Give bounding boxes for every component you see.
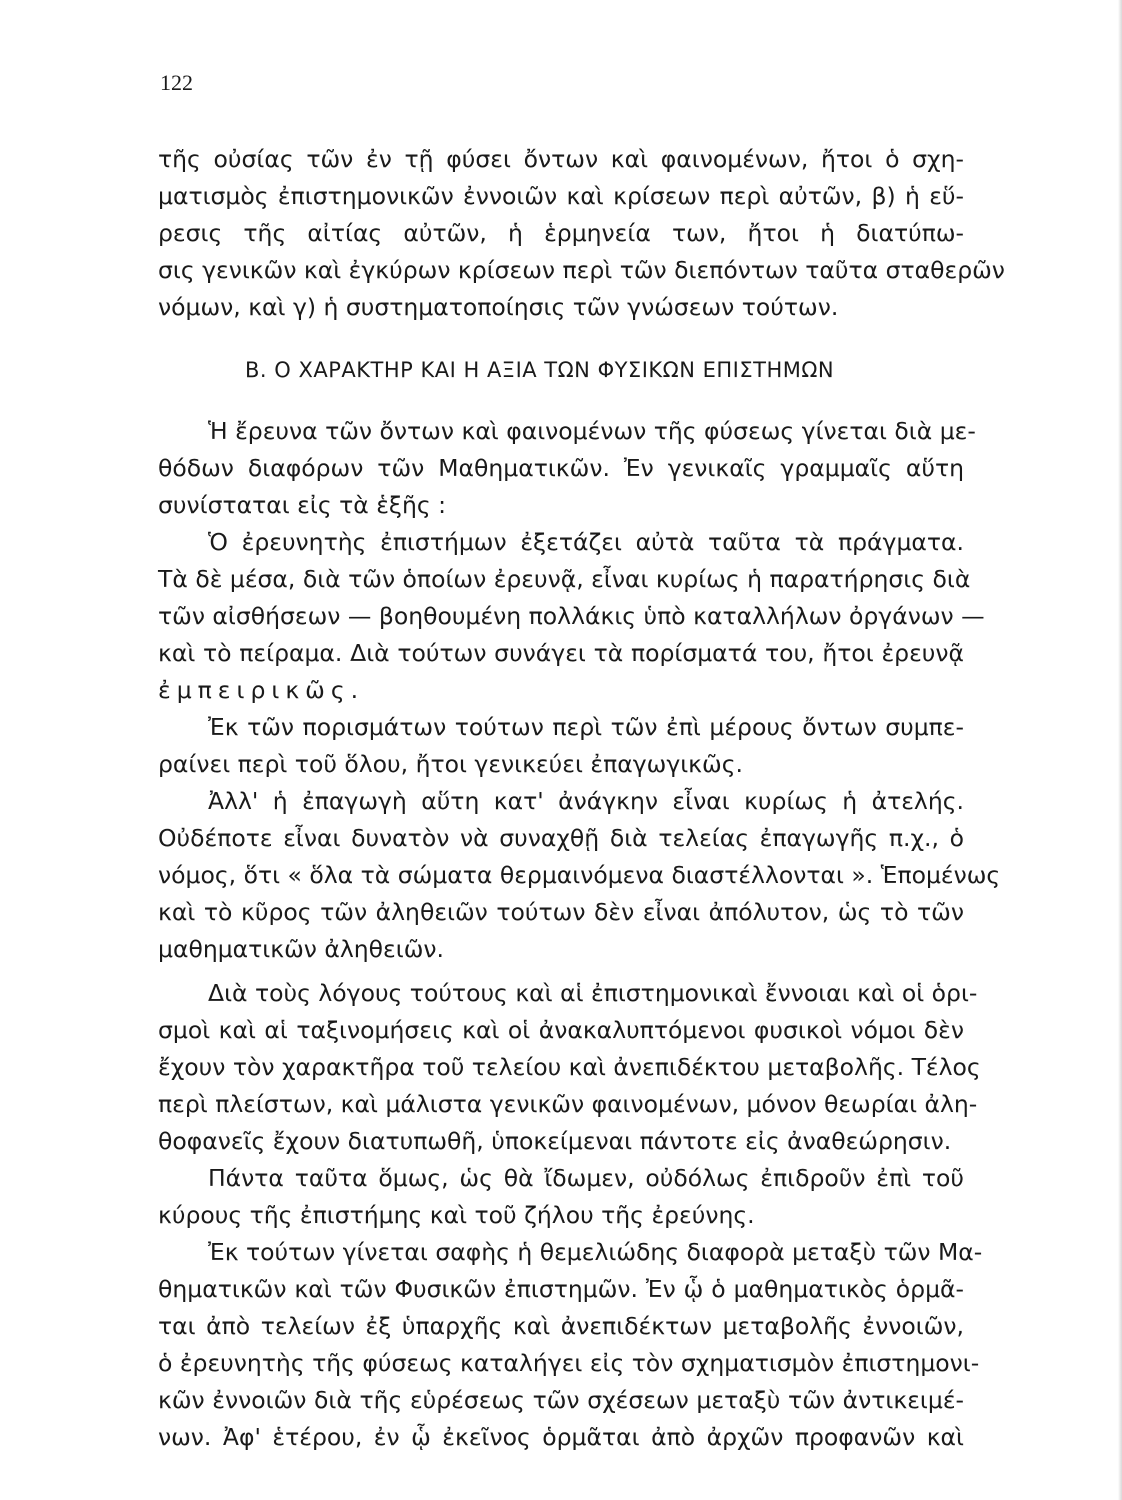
text-line: νων. Ἀφ' ἑτέρου, ἐν ᾧ ἐκεῖνος ὁρμᾶται ἀπὸ ἀρχῶν προφανῶν καὶ	[158, 1423, 964, 1451]
text-line: Ἐκ τῶν πορισμάτων τούτων περὶ τῶν ἐπὶ μέρους ὄντων συμπε-	[208, 713, 964, 741]
text-line: ὁ ἐρευνητὴς τῆς φύσεως καταλήγει εἰς τὸν σχηματισμὸν ἐπιστημονι-	[158, 1349, 980, 1377]
text-line: νόμων, καὶ γ) ἡ συστηματοποίησις τῶν γνώσεων τούτων.	[158, 293, 839, 321]
text-line: Οὐδέποτε εἶναι δυνατὸν νὰ συναχθῇ διὰ τελείας ἐπαγωγῆς π.χ., ὁ	[158, 824, 964, 852]
text-line: ρεσις τῆς αἰτίας αὐτῶν, ἡ ἑρμηνεία των, ἤτοι ἡ διατύπω-	[158, 219, 964, 247]
text-line: Ἡ ἔρευνα τῶν ὄντων καὶ φαινομένων τῆς φύσεως γίνεται διὰ με-	[208, 417, 976, 445]
text-line: Ἀλλ' ἡ ἐπαγωγὴ αὕτη κατ' ἀνάγκην εἶναι κυρίως ἡ ἀτελής.	[208, 787, 964, 815]
text-line: θοφανεῖς ἔχουν διατυπωθῆ, ὑποκείμεναι πάντοτε εἰς ἀναθεώρησιν.	[158, 1127, 952, 1155]
text-line: τῶν αἰσθήσεων — βοηθουμένη πολλάκις ὑπὸ καταλλήλων ὀργάνων —	[158, 602, 985, 630]
section-heading: Β. Ο ΧΑΡΑΚΤΗΡ ΚΑΙ Η ΑΞΙΑ ΤΩΝ ΦΥΣΙΚΩΝ ΕΠΙΣΤΗΜΩΝ	[245, 358, 835, 382]
text-line: θηματικῶν καὶ τῶν Φυσικῶν ἐπιστημῶν. Ἐν ᾧ ὁ μαθηματικὸς ὁρμᾶ-	[158, 1275, 964, 1303]
text-line: ἔχουν τὸν χαρακτῆρα τοῦ τελείου καὶ ἀνεπιδέκτου μεταβολῆς. Τέλος	[158, 1053, 981, 1081]
text-line: ραίνει περὶ τοῦ ὅλου, ἤτοι γενικεύει ἐπαγωγικῶς.	[158, 750, 743, 778]
text-line: ἐμπειρικῶς.	[158, 676, 365, 704]
text-line: νόμος, ὅτι « ὅλα τὰ σώματα θερμαινόμενα διαστέλλονται ». Ἑπομένως	[158, 861, 1001, 889]
text-line: κύρους τῆς ἐπιστήμης καὶ τοῦ ζήλου τῆς ἐρεύνης.	[158, 1201, 755, 1229]
text-line: τῆς οὐσίας τῶν ἐν τῇ φύσει ὄντων καὶ φαινομένων, ἤτοι ὁ σχη-	[158, 145, 964, 173]
text-line: καὶ τὸ κῦρος τῶν ἀληθειῶν τούτων δὲν εἶναι ἀπόλυτον, ὡς τὸ τῶν	[158, 898, 964, 926]
text-line: μαθηματικῶν ἀληθειῶν.	[158, 935, 444, 963]
text-line: καὶ τὸ πείραμα. Διὰ τούτων συνάγει τὰ πορίσματά του, ἤτοι ἐρευνᾷ	[158, 639, 964, 667]
text-line: κῶν ἐννοιῶν διὰ τῆς εὑρέσεως τῶν σχέσεων μεταξὺ τῶν ἀντικειμέ-	[158, 1386, 964, 1414]
text-line: ματισμὸς ἐπιστημονικῶν ἐννοιῶν καὶ κρίσεων περὶ αὐτῶν, β) ἡ εὕ-	[158, 182, 964, 210]
text-line: Ὁ ἐρευνητὴς ἐπιστήμων ἐξετάζει αὐτὰ ταῦτα τὰ πράγματα.	[208, 528, 964, 556]
text-line: σμοὶ καὶ αἱ ταξινομήσεις καὶ οἱ ἀνακαλυπτόμενοι φυσικοὶ νόμοι δὲν	[158, 1016, 964, 1044]
text-line: θόδων διαφόρων τῶν Μαθηματικῶν. Ἐν γενικαῖς γραμμαῖς αὕτη	[158, 454, 964, 482]
page-edge-shadow	[1118, 0, 1122, 1500]
text-line: Ἐκ τούτων γίνεται σαφὴς ἡ θεμελιώδης διαφορὰ μεταξὺ τῶν Μα-	[208, 1238, 983, 1266]
text-line: συνίσταται εἰς τὰ ἑξῆς :	[158, 491, 447, 519]
page-number: 122	[160, 70, 193, 95]
text-line: Τὰ δὲ μέσα, διὰ τῶν ὁποίων ἐρευνᾷ, εἶναι κυρίως ἡ παρατήρησις διὰ	[158, 565, 971, 593]
text-line: ται ἀπὸ τελείων ἐξ ὑπαρχῆς καὶ ἀνεπιδέκτων μεταβολῆς ἐννοιῶν,	[158, 1312, 964, 1340]
text-line: περὶ πλείστων, καὶ μάλιστα γενικῶν φαινομένων, μόνον θεωρίαι ἀλη-	[158, 1090, 978, 1118]
text-line: Πάντα ταῦτα ὅμως, ὡς θὰ ἴδωμεν, οὐδόλως ἐπιδροῦν ἐπὶ τοῦ	[208, 1164, 964, 1192]
text-line: σις γενικῶν καὶ ἐγκύρων κρίσεων περὶ τῶν διεπόντων ταῦτα σταθερῶν	[158, 256, 1005, 284]
text-line: Διὰ τοὺς λόγους τούτους καὶ αἱ ἐπιστημονικαὶ ἔννοιαι καὶ οἱ ὁρι-	[208, 979, 978, 1007]
